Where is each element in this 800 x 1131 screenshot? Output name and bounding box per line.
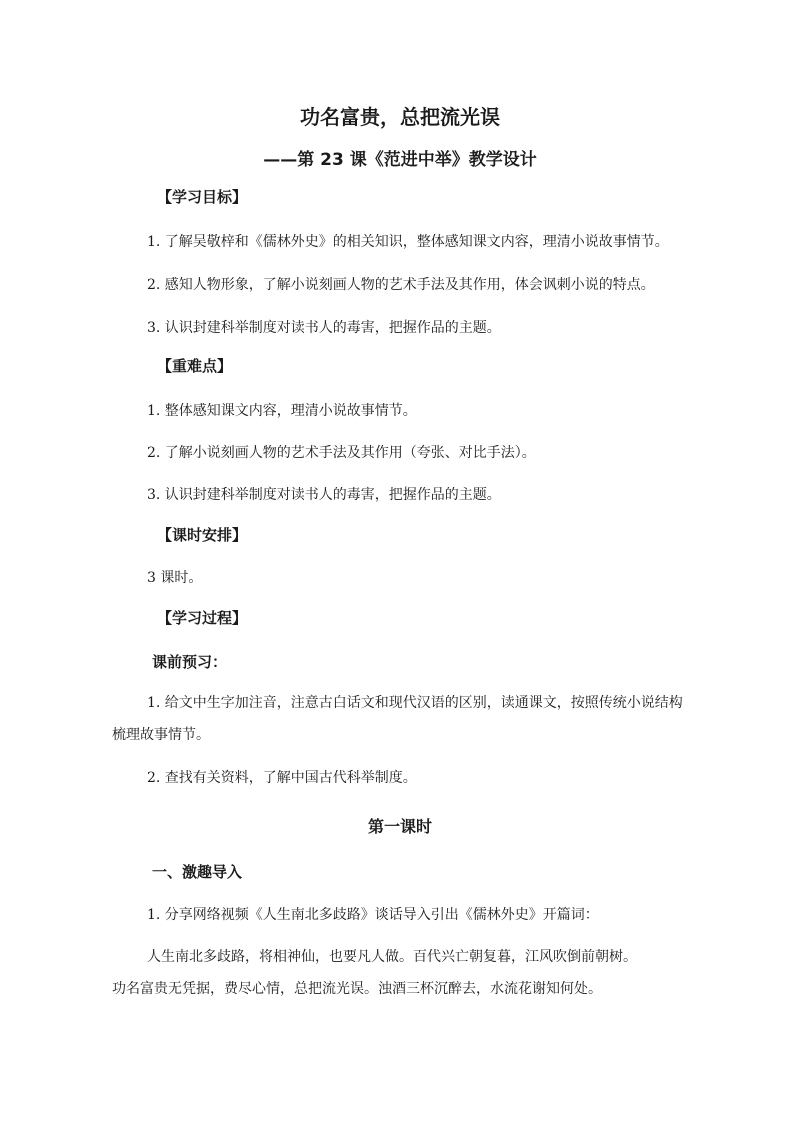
goal-item: 3. 认识封建科举制度对读书人的毒害，把握作品的主题。 xyxy=(147,320,501,336)
lesson-section-heading: 一、激趣导入 xyxy=(152,863,243,881)
preview-item: 1. 给文中生字加注音，注意古白话文和现代汉语的区别，读通课文，按照传统小说结构 xyxy=(147,695,683,711)
preview-item: 2. 查找有关资料，了解中国古代科举制度。 xyxy=(147,770,417,786)
document-title: 功名富贵，总把流光误 xyxy=(300,105,500,129)
schedule-text: 3 课时。 xyxy=(147,570,203,586)
section-heading-schedule: 【课时安排】 xyxy=(157,526,248,544)
key-point-item: 2. 了解小说刻画人物的艺术手法及其作用（夸张、对比手法）。 xyxy=(147,445,536,461)
key-point-item: 1. 整体感知课文内容，理清小说故事情节。 xyxy=(147,403,417,419)
lesson-heading: 第一课时 xyxy=(367,817,432,836)
goal-item: 1. 了解吴敬梓和《儒林外史》的相关知识，整体感知课文内容，理清小说故事情节。 xyxy=(147,234,669,250)
lesson-item: 1. 分享网络视频《人生南北多歧路》谈话导入引出《儒林外史》开篇词： xyxy=(147,907,599,923)
preview-heading: 课前预习： xyxy=(152,653,228,671)
section-heading-goals: 【学习目标】 xyxy=(157,188,248,206)
document-subtitle: ——第 23 课《范进中举》教学设计 xyxy=(263,150,537,170)
section-heading-process: 【学习过程】 xyxy=(157,609,248,627)
poem-line: 功名富贵无凭据，费尽心情，总把流光误。浊酒三杯沉醉去，水流花谢知何处。 xyxy=(112,981,602,997)
key-point-item: 3. 认识封建科举制度对读书人的毒害，把握作品的主题。 xyxy=(147,487,501,503)
goal-item: 2. 感知人物形象，了解小说刻画人物的艺术手法及其作用，体会讽刺小说的特点。 xyxy=(147,277,655,293)
preview-item-continuation: 梳理故事情节。 xyxy=(112,727,210,743)
section-heading-key-points: 【重难点】 xyxy=(157,357,233,375)
poem-line: 人生南北多歧路，将相神仙，也要凡人做。百代兴亡朝复暮，江风吹倒前朝树。 xyxy=(147,949,637,965)
